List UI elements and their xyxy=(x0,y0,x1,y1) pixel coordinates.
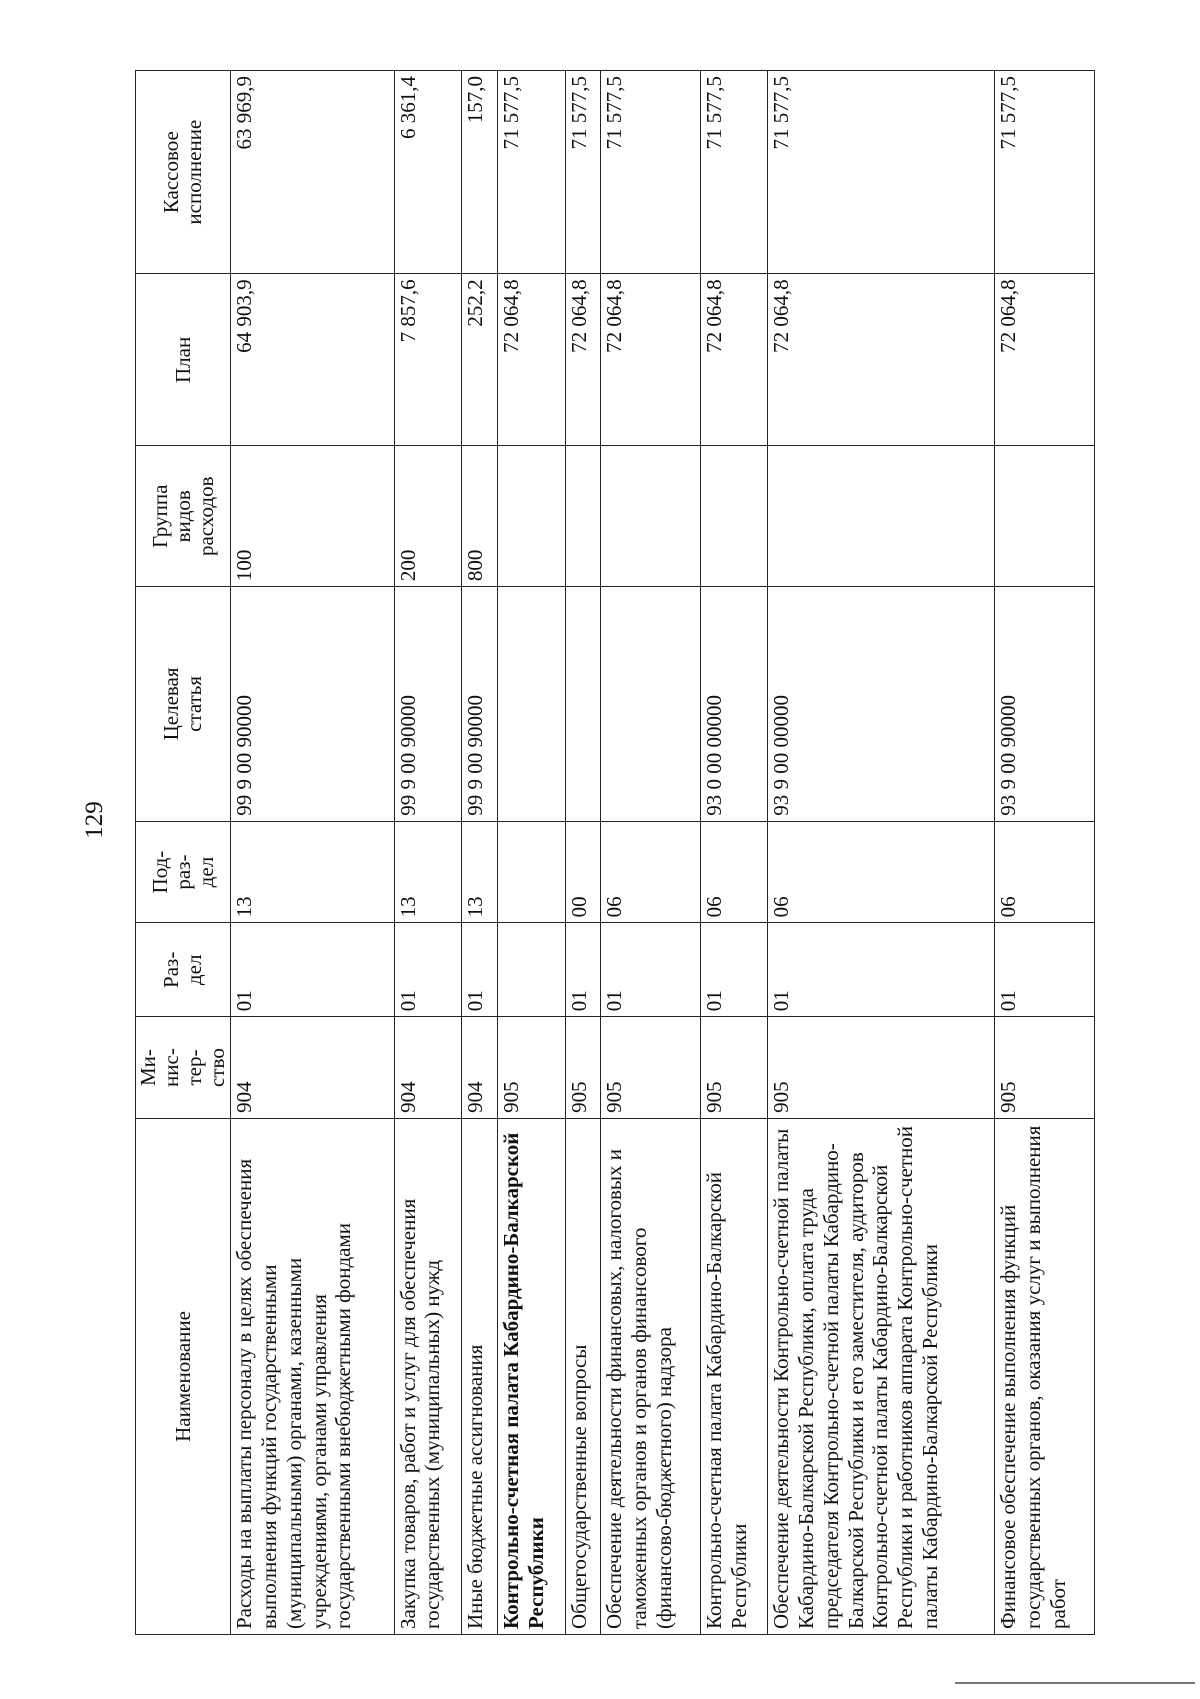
cell-group: 200 xyxy=(394,446,462,587)
cell-ministry: 905 xyxy=(995,1017,1095,1119)
cell-section: 01 xyxy=(462,923,498,1017)
cell-section: 01 xyxy=(601,923,701,1017)
table-row xyxy=(995,71,1095,1635)
cell-name: Контрольно-счетная палата Кабардино-Балкарской Республики xyxy=(497,1118,565,1634)
cell-target: 99 9 00 90000 xyxy=(394,587,462,822)
cell-cash: 63 969,9 xyxy=(231,71,394,274)
cell-section: 01 xyxy=(700,923,768,1017)
cell-subsection: 06 xyxy=(768,821,995,923)
cell-target: 93 9 00 90000 xyxy=(995,587,1095,822)
cell-name: Расходы на выплаты персоналу в целях обеспечения выполнения функций государственными (муниципальными) органами, казенными учреждениями, органами управления государственными внебюджетными фондами xyxy=(231,1118,394,1634)
cell-plan: 7 857,6 xyxy=(394,274,462,446)
cell-cash: 71 577,5 xyxy=(768,71,995,274)
cell-name: Обеспечение деятельности Контрольно-счетной палаты Кабардино-Балкарской Республики, оплата труда председателя Контрольно-счетной палаты Кабардино-Балкарской Республики и его заместителя, аудиторов Контрольно-счетной палаты Кабардино-Балкарской Республики и работников аппарата Контрольно-счетной палаты Кабардино-Балкарской Республики xyxy=(768,1118,995,1634)
cell-name: Иные бюджетные ассигнования xyxy=(462,1118,498,1634)
cell-section xyxy=(497,923,565,1017)
header-cash: Кассовое исполнение xyxy=(136,71,231,274)
cell-group xyxy=(995,446,1095,587)
table-row xyxy=(394,71,462,1635)
cell-cash: 71 577,5 xyxy=(565,71,601,274)
cell-cash: 157,0 xyxy=(462,71,498,274)
cell-section: 01 xyxy=(995,923,1095,1017)
cell-cash: 71 577,5 xyxy=(700,71,768,274)
table-row xyxy=(231,71,394,1635)
cell-group: 100 xyxy=(231,446,394,587)
cell-ministry: 904 xyxy=(394,1017,462,1119)
table-row xyxy=(565,71,601,1635)
cell-ministry: 905 xyxy=(497,1017,565,1119)
cell-section: 01 xyxy=(231,923,394,1017)
table-row xyxy=(700,71,768,1635)
cell-subsection: 13 xyxy=(394,821,462,923)
cell-target: 99 9 00 90000 xyxy=(231,587,394,822)
cell-plan: 64 903,9 xyxy=(231,274,394,446)
cell-name: Финансовое обеспечение выполнения функций государственных органов, оказания услуг и выполнения работ xyxy=(995,1118,1095,1634)
table-body xyxy=(231,71,1095,1635)
header-plan: План xyxy=(136,274,231,446)
cell-name: Закупка товаров, работ и услуг для обеспечения государственных (муниципальных) нужд xyxy=(394,1118,462,1634)
cell-group: 800 xyxy=(462,446,498,587)
cell-target xyxy=(497,587,565,822)
table-row xyxy=(601,71,701,1635)
cell-section: 01 xyxy=(768,923,995,1017)
cell-cash: 71 577,5 xyxy=(601,71,701,274)
cell-section: 01 xyxy=(394,923,462,1017)
header-name: Наименование xyxy=(136,1118,231,1634)
cell-plan: 72 064,8 xyxy=(565,274,601,446)
cell-cash: 71 577,5 xyxy=(497,71,565,274)
cell-section: 01 xyxy=(565,923,601,1017)
table-row xyxy=(462,71,498,1635)
cell-plan: 72 064,8 xyxy=(700,274,768,446)
cell-plan: 72 064,8 xyxy=(497,274,565,446)
table-row xyxy=(768,71,995,1635)
cell-subsection: 06 xyxy=(995,821,1095,923)
cell-subsection xyxy=(497,821,565,923)
cell-plan: 72 064,8 xyxy=(768,274,995,446)
cell-plan: 72 064,8 xyxy=(995,274,1095,446)
header-section: Раз- дел xyxy=(136,923,231,1017)
cell-subsection: 00 xyxy=(565,821,601,923)
cell-group xyxy=(497,446,565,587)
table-row xyxy=(497,71,565,1635)
cell-subsection: 13 xyxy=(231,821,394,923)
table-header-row xyxy=(136,71,231,1635)
cell-group xyxy=(601,446,701,587)
cell-group xyxy=(565,446,601,587)
cell-group xyxy=(700,446,768,587)
cell-ministry: 904 xyxy=(462,1017,498,1119)
cell-target: 99 9 00 90000 xyxy=(462,587,498,822)
cell-ministry: 905 xyxy=(768,1017,995,1119)
cell-ministry: 904 xyxy=(231,1017,394,1119)
cell-name: Общегосударственные вопросы xyxy=(565,1118,601,1634)
cell-target xyxy=(601,587,701,822)
cell-subsection: 13 xyxy=(462,821,498,923)
budget-table xyxy=(135,70,1095,1635)
page-number: 129 xyxy=(81,801,108,839)
cell-cash: 6 361,4 xyxy=(394,71,462,274)
cell-plan: 72 064,8 xyxy=(601,274,701,446)
budget-table-rotated xyxy=(135,70,1095,1635)
cell-plan: 252,2 xyxy=(462,274,498,446)
cell-name: Обеспечение деятельности финансовых, налоговых и таможенных органов и органов финансового (финансово-бюджетного) надзора xyxy=(601,1118,701,1634)
cell-cash: 71 577,5 xyxy=(995,71,1095,274)
bottom-rule xyxy=(955,1682,1195,1684)
cell-target: 93 0 00 00000 xyxy=(700,587,768,822)
cell-group xyxy=(768,446,995,587)
header-subsection: Под- раз- дел xyxy=(136,821,231,923)
cell-ministry: 905 xyxy=(565,1017,601,1119)
header-ministry: Ми- нис- тер- ство xyxy=(136,1017,231,1119)
header-target: Целевая статья xyxy=(136,587,231,822)
cell-subsection: 06 xyxy=(700,821,768,923)
cell-name: Контрольно-счетная палата Кабардино-Балкарской Республики xyxy=(700,1118,768,1634)
cell-subsection: 06 xyxy=(601,821,701,923)
header-group: Группа видов расходов xyxy=(136,446,231,587)
cell-ministry: 905 xyxy=(601,1017,701,1119)
cell-target: 93 9 00 00000 xyxy=(768,587,995,822)
cell-ministry: 905 xyxy=(700,1017,768,1119)
cell-target xyxy=(565,587,601,822)
